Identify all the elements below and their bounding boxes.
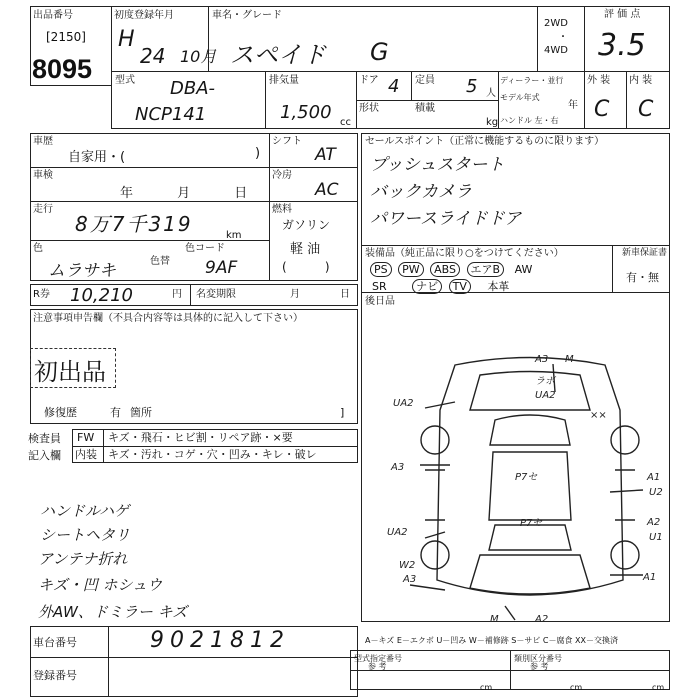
abs-option: ABS: [430, 262, 460, 277]
equipment-row-1: [370, 262, 532, 277]
fuel-gasoline: ガソリン: [282, 218, 331, 232]
warranty-label: 新車保証書: [622, 248, 668, 258]
first-reg-label: 初度登録年月: [114, 10, 174, 21]
diagram-mark: A3: [391, 462, 405, 473]
cm-unit: cm: [570, 683, 583, 692]
exterior-grade: C: [594, 97, 610, 122]
diagram-mark: A3: [535, 354, 549, 365]
reg-month: 10月: [180, 47, 217, 66]
diagram-mark: UA2: [387, 527, 408, 538]
year-unit: 年: [568, 100, 578, 111]
marker-line: [610, 490, 643, 492]
cm-unit: cm: [652, 683, 665, 692]
wheel-front-left: [421, 426, 449, 454]
fuel-label: 燃料: [272, 204, 292, 215]
color-value: ムラサキ: [48, 261, 116, 281]
note-line: 外AW、ドミラー キズ: [38, 603, 188, 621]
warranty-value: 有・無: [626, 271, 659, 284]
diagram-mark: ラボ: [535, 376, 555, 387]
diagram-mark: A1: [643, 572, 657, 583]
damage-legend: A－キズ E－エクボ U－凹み W－補修跡 S－サビ C－腐食 XX－交換済: [365, 636, 619, 645]
model-year-label: モデル年式: [500, 93, 540, 102]
class-reference: 参 考: [530, 662, 549, 671]
wheel-rear-right: [611, 541, 639, 569]
history-close: ): [255, 146, 261, 161]
sales-point: バックカメラ: [370, 182, 472, 202]
color-code-label: 色コード: [185, 243, 225, 254]
lot-code: [2150]: [46, 30, 86, 44]
lot-number: 8095: [32, 54, 93, 84]
ac-value: AC: [315, 180, 339, 200]
interior-grade: C: [638, 97, 654, 122]
capacity-unit: 人: [486, 88, 496, 99]
color-change-label: 色替: [150, 256, 170, 267]
era: H: [118, 27, 135, 52]
aw-option: AW: [514, 263, 533, 276]
diagram-mark: M: [565, 354, 574, 365]
diagram-mark: P7セ: [520, 518, 543, 529]
type-reference: 参 考: [368, 662, 387, 671]
mileage-label: 走行: [33, 204, 53, 215]
wheel-front-right: [611, 426, 639, 454]
marker-line: [410, 585, 445, 590]
diagram-mark: A2: [647, 517, 661, 528]
chassis-number: 9021812: [150, 628, 290, 653]
color-label: 色: [33, 243, 43, 254]
reg-year: 24: [140, 44, 166, 68]
drive-4wd: 4WD: [544, 45, 568, 56]
divider: [72, 446, 358, 447]
sales-point: プッシュスタート: [370, 155, 505, 175]
divider: [612, 245, 613, 293]
recycle-yen: 円: [172, 289, 182, 300]
chassis-label: 車台番号: [33, 636, 77, 649]
rear-items-label: 後日品: [365, 296, 395, 307]
history-label: 車歴: [33, 136, 53, 147]
car-name: スペイド: [230, 41, 326, 69]
registration-box: [30, 657, 358, 697]
divider: [269, 133, 270, 281]
note-line: キズ・凹 ホシュウ: [38, 576, 163, 594]
diagram-mark: P7セ: [515, 472, 538, 483]
windshield-outline: [490, 415, 570, 445]
diagram-mark: U2: [649, 487, 663, 498]
grade: G: [370, 38, 389, 66]
inspection-date: 年 月 日: [120, 186, 248, 201]
registration-number-label: 登録番号: [33, 669, 77, 682]
inspection-label: 車検: [33, 170, 53, 181]
doors-value: 4: [388, 76, 400, 97]
interior-row-label: 内装: [75, 448, 97, 461]
score-label: 評 価 点: [604, 9, 641, 20]
registration-day: 日: [340, 289, 350, 300]
repair-label: 修復歴: [44, 406, 77, 419]
dealer-label: ディーラー・並行: [500, 76, 564, 85]
registration-label: 名変期限: [196, 289, 236, 300]
marker-line: [425, 532, 445, 538]
repair-close: ]: [340, 406, 345, 419]
history-value: 自家用・(: [68, 150, 126, 165]
note-line: シートヘタリ: [40, 526, 131, 544]
divider: [30, 201, 358, 202]
diagram-mark: UA2: [393, 398, 414, 409]
cm-unit: cm: [480, 683, 493, 692]
divider: [350, 670, 670, 671]
capacity-value: 5: [466, 76, 478, 97]
marker-line: [425, 402, 455, 408]
marker-line: [505, 606, 515, 620]
tv-option: TV: [449, 279, 471, 294]
km-unit: km: [226, 230, 242, 241]
sr-option: SR: [372, 280, 387, 293]
diagram-mark: W2: [399, 560, 416, 571]
leather-option: 本革: [487, 280, 510, 293]
drive-2wd: 2WD: [544, 18, 568, 29]
equipment-label: 装備品（純正品に限り○をつけてください）: [365, 248, 564, 259]
model-prefix: DBA-: [170, 78, 216, 99]
displacement-value: 1,500: [280, 102, 332, 123]
class-number-label: 類別区分番号: [514, 654, 562, 663]
diagram-mark: UA2: [535, 390, 556, 401]
caution-label: 注意事項申告欄（不具合内容等は具体的に記入して下さい）: [33, 313, 303, 324]
recycle-label: R券: [33, 289, 50, 300]
pw-option: PW: [398, 262, 424, 277]
divider: [30, 167, 358, 168]
ps-option: PS: [370, 262, 392, 277]
note-line: ハンドルハゲ: [40, 502, 129, 520]
airbag-option: エアB: [467, 262, 505, 277]
diagram-mark: A1: [647, 472, 661, 483]
drive-dot: ・: [558, 32, 568, 43]
front-hood-outline: [470, 372, 590, 411]
sales-points-label: セールスポイント（正常に機能するものに限ります）: [365, 136, 605, 147]
right-door-line: [615, 470, 635, 520]
load-label: 積載: [415, 103, 435, 114]
color-code: 9AF: [205, 258, 238, 278]
divider: [103, 429, 104, 463]
first-listing-text: 初出品: [34, 358, 106, 386]
repair-place: 箇所: [130, 406, 152, 419]
damage-diagram: [385, 340, 675, 630]
registration-month: 月: [290, 289, 300, 300]
wheel-rear-left: [421, 541, 449, 569]
mileage-value: 8万7千319: [75, 212, 193, 236]
car-name-label: 車名・グレード: [212, 10, 282, 21]
displacement-label: 排気量: [269, 75, 299, 86]
exterior-label: 外 装: [587, 75, 611, 86]
fw-label: FW: [77, 431, 95, 444]
diagram-mark: ××: [590, 410, 607, 421]
capacity-label: 定員: [415, 75, 435, 86]
doors-label: ドア: [359, 75, 379, 86]
interior-label: 内 装: [629, 75, 653, 86]
fuel-diesel: 軽 油: [290, 242, 321, 257]
fuel-paren: ( ): [282, 260, 330, 274]
record-label: 記入欄: [28, 449, 61, 462]
navi-option: ナビ: [412, 279, 442, 294]
model-code: NCP141: [135, 104, 207, 125]
left-door-line: [425, 470, 445, 520]
diagram-mark: M: [490, 614, 499, 625]
diagram-mark: U1: [649, 532, 663, 543]
sales-point: パワースライドドア: [370, 209, 522, 229]
divider: [190, 284, 191, 306]
ac-label: 冷房: [272, 170, 292, 181]
handle-label: ハンドル 左・右: [500, 116, 559, 125]
divider: [108, 626, 109, 658]
trunk-outline: [470, 555, 590, 594]
diagram-mark: A2: [535, 614, 549, 625]
diagram-mark: A3: [403, 574, 417, 585]
shape-label: 形状: [359, 103, 379, 114]
inspector-label: 検査員: [28, 432, 61, 445]
recycle-value: 10,210: [70, 285, 133, 306]
cc-unit: cc: [340, 117, 351, 128]
score-value: 3.5: [598, 28, 646, 63]
kg-unit: kg: [486, 117, 499, 128]
shift-value: AT: [315, 145, 336, 165]
divider: [108, 657, 109, 697]
fw-items: キズ・飛石・ヒビ割・リペア跡・×要: [108, 431, 293, 444]
model-label: 型式: [115, 75, 135, 86]
interior-items: キズ・汚れ・コゲ・穴・凹み・キレ・破レ: [108, 448, 317, 461]
repair-value: 有: [110, 406, 121, 419]
shift-label: シフト: [272, 136, 302, 147]
roof-outline: [489, 452, 571, 520]
lot-label: 出品番号: [33, 10, 73, 21]
type-number-label: 型式指定番号: [354, 654, 402, 663]
note-line: アンテナ折れ: [38, 550, 128, 568]
